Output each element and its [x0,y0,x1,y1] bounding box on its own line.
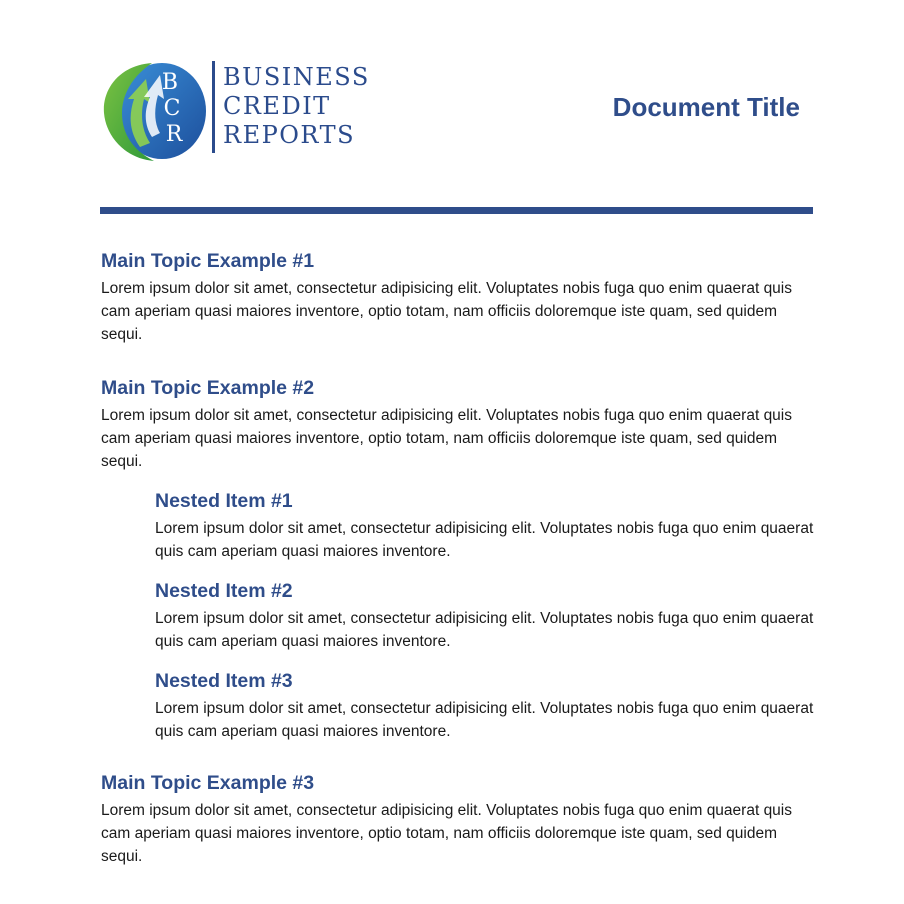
nested-heading: Nested Item #1 [155,490,293,512]
nested-paragraph: Lorem ipsum dolor sit amet, consectetur adipisicing elit. Voluptates nobis fuga quo enim quaerat quis cam aperiam quasi maiores inventore. [155,700,814,740]
document-body [101,249,813,898]
logo-initial-r: R [165,122,183,147]
logo-wordmark [223,63,370,150]
nested-list [155,489,815,743]
bcr-logo-icon [100,55,208,163]
nested-paragraph: Lorem ipsum dolor sit amet, consectetur adipisicing elit. Voluptates nobis fuga quo enim quaerat quis cam aperiam quasi maiores inventore. [155,610,814,650]
topic-section-1 [101,249,813,346]
logo-line-reports: REPORTS [223,121,356,149]
topic-section-3 [101,771,813,868]
nested-item-3 [155,669,815,743]
logo-divider [212,61,215,153]
logo-initial-b: B [161,70,179,95]
logo-initial-c: C [163,96,181,121]
header-divider [100,207,813,214]
nested-item-1 [155,489,815,563]
topic-heading: Main Topic Example #1 [101,250,315,272]
topic-paragraph: Lorem ipsum dolor sit amet, consectetur adipisicing elit. Voluptates nobis fuga quo enim quaerat quis cam aperiam quasi maiores inventore, optio totam, nam officiis doloremque iste quam, sed quidem sequi. [101,407,792,470]
company-logo [100,55,380,165]
topic-paragraph: Lorem ipsum dolor sit amet, consectetur adipisicing elit. Voluptates nobis fuga quo enim quaerat quis cam aperiam quasi maiores inventore, optio totam, nam officiis doloremque iste quam, sed quidem sequi. [101,802,792,865]
topic-section-2 [101,376,813,743]
topic-heading: Main Topic Example #2 [101,377,315,399]
nested-heading: Nested Item #2 [155,580,293,602]
logo-line-credit: CREDIT [223,92,331,120]
topic-paragraph: Lorem ipsum dolor sit amet, consectetur adipisicing elit. Voluptates nobis fuga quo enim quaerat quis cam aperiam quasi maiores inventore, optio totam, nam officiis doloremque iste quam, sed quidem sequi. [101,280,792,343]
logo-line-business: BUSINESS [223,63,370,91]
nested-paragraph: Lorem ipsum dolor sit amet, consectetur adipisicing elit. Voluptates nobis fuga quo enim quaerat quis cam aperiam quasi maiores inventore. [155,520,814,560]
nested-heading: Nested Item #3 [155,670,293,692]
topic-heading: Main Topic Example #3 [101,772,315,794]
document-title: Document Title [612,92,800,122]
nested-item-2 [155,579,815,653]
